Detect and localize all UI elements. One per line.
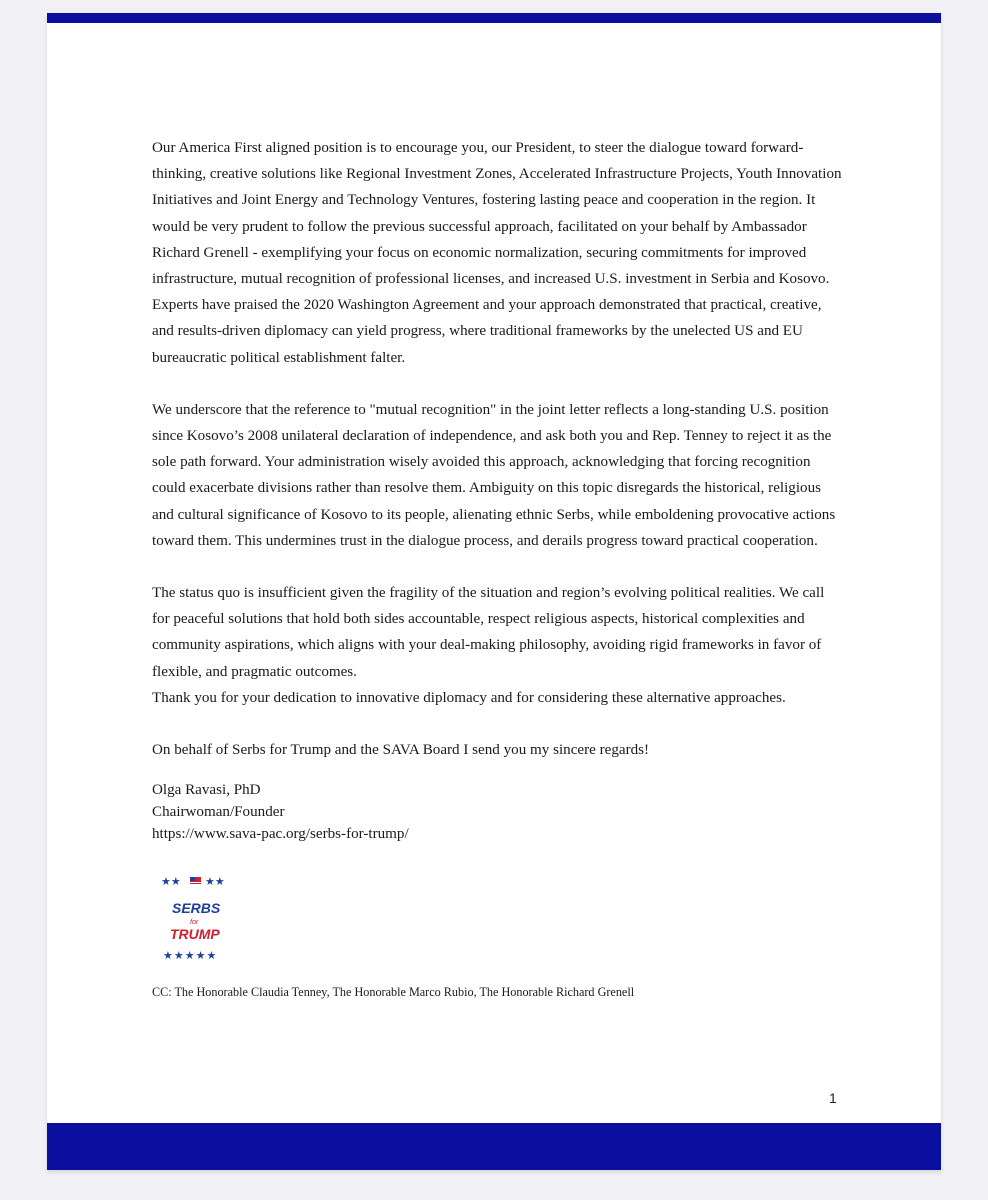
cc-line: CC: The Honorable Claudia Tenney, The Honorable Marco Rubio, The Honorable Richard Grenell	[152, 985, 635, 999]
flag-icon	[190, 877, 201, 884]
logo-word-trump: TRUMP	[170, 926, 220, 942]
logo-word-for: for	[190, 919, 199, 926]
signer-title: Chairwoman/Founder	[152, 804, 285, 821]
thanks-line: Thank you for your dedication to innovative diplomacy and for considering these alternative approaches.	[152, 689, 786, 706]
bottom-decorative-band	[47, 1123, 941, 1170]
paragraph-2: We underscore that the reference to "mutual recognition" in the joint letter reflects a long-standing U.S. position since Kosovo’s 2008 unilateral declaration of independence, and ask both you and Rep. Tenney to reject it as the sole path forward. Your administration wisely avoided this approach, acknowledging that forcing recognition could exacerbate divisions rather than resolve them. Ambiguity on this topic disregards the historical, religious and cultural significance of Kosovo to its people, alienating ethnic Serbs, while emboldening provocative actions toward them. This undermines trust in the dialogue process, and derails progress toward practical cooperation.	[152, 401, 836, 549]
letter-body	[152, 135, 842, 845]
logo-stars-top-right: ★★	[205, 875, 225, 888]
logo-graphic	[157, 873, 237, 963]
logo-stars-bottom: ★★★★★	[163, 949, 218, 962]
closing-line: On behalf of Serbs for Trump and the SAVA Board I send you my sincere regards!	[152, 742, 650, 759]
logo-stars-top-left: ★★	[161, 875, 181, 888]
paragraph-3: The status quo is insufficient given the fragility of the situation and region’s evolving political realities. We call for peaceful solutions that hold both sides accountable, respect religious aspects, historical complexities and community aspirations, which aligns with your deal-making philosophy, avoiding rigid frameworks in favor of flexible, and pragmatic outcomes.	[152, 585, 825, 680]
top-decorative-band	[47, 13, 941, 23]
document-page	[47, 13, 941, 1170]
signature-block	[152, 779, 842, 845]
serbs-for-trump-logo	[157, 873, 237, 963]
signer-url: https://www.sava-pac.org/serbs-for-trump/	[152, 826, 409, 843]
logo-word-serbs: SERBS	[172, 900, 221, 916]
paragraph-1: Our America First aligned position is to encourage you, our President, to steer the dialogue toward forward-thinking, creative solutions like Regional Investment Zones, Accelerated Infrastructure Projects, Youth Innovation Initiatives and Joint Energy and Technology Ventures, fostering lasting peace and cooperation in the region. It would be very prudent to follow the previous successful approach, facilitated on your behalf by Ambassador Richard Grenell - exemplifying your focus on economic normalization, securing commitments for improved infrastructure, mutual recognition of professional licenses, and increased U.S. investment in Serbia and Kosovo. Experts have praised the 2020 Washington Agreement and your approach demonstrated that practical, creative, and results-driven diplomacy can yield progress, where traditional frameworks by the unelected US and EU bureaucratic political establishment falter.	[152, 140, 842, 366]
signer-name: Olga Ravasi, PhD	[152, 782, 261, 799]
page-number: 1	[829, 1090, 837, 1106]
